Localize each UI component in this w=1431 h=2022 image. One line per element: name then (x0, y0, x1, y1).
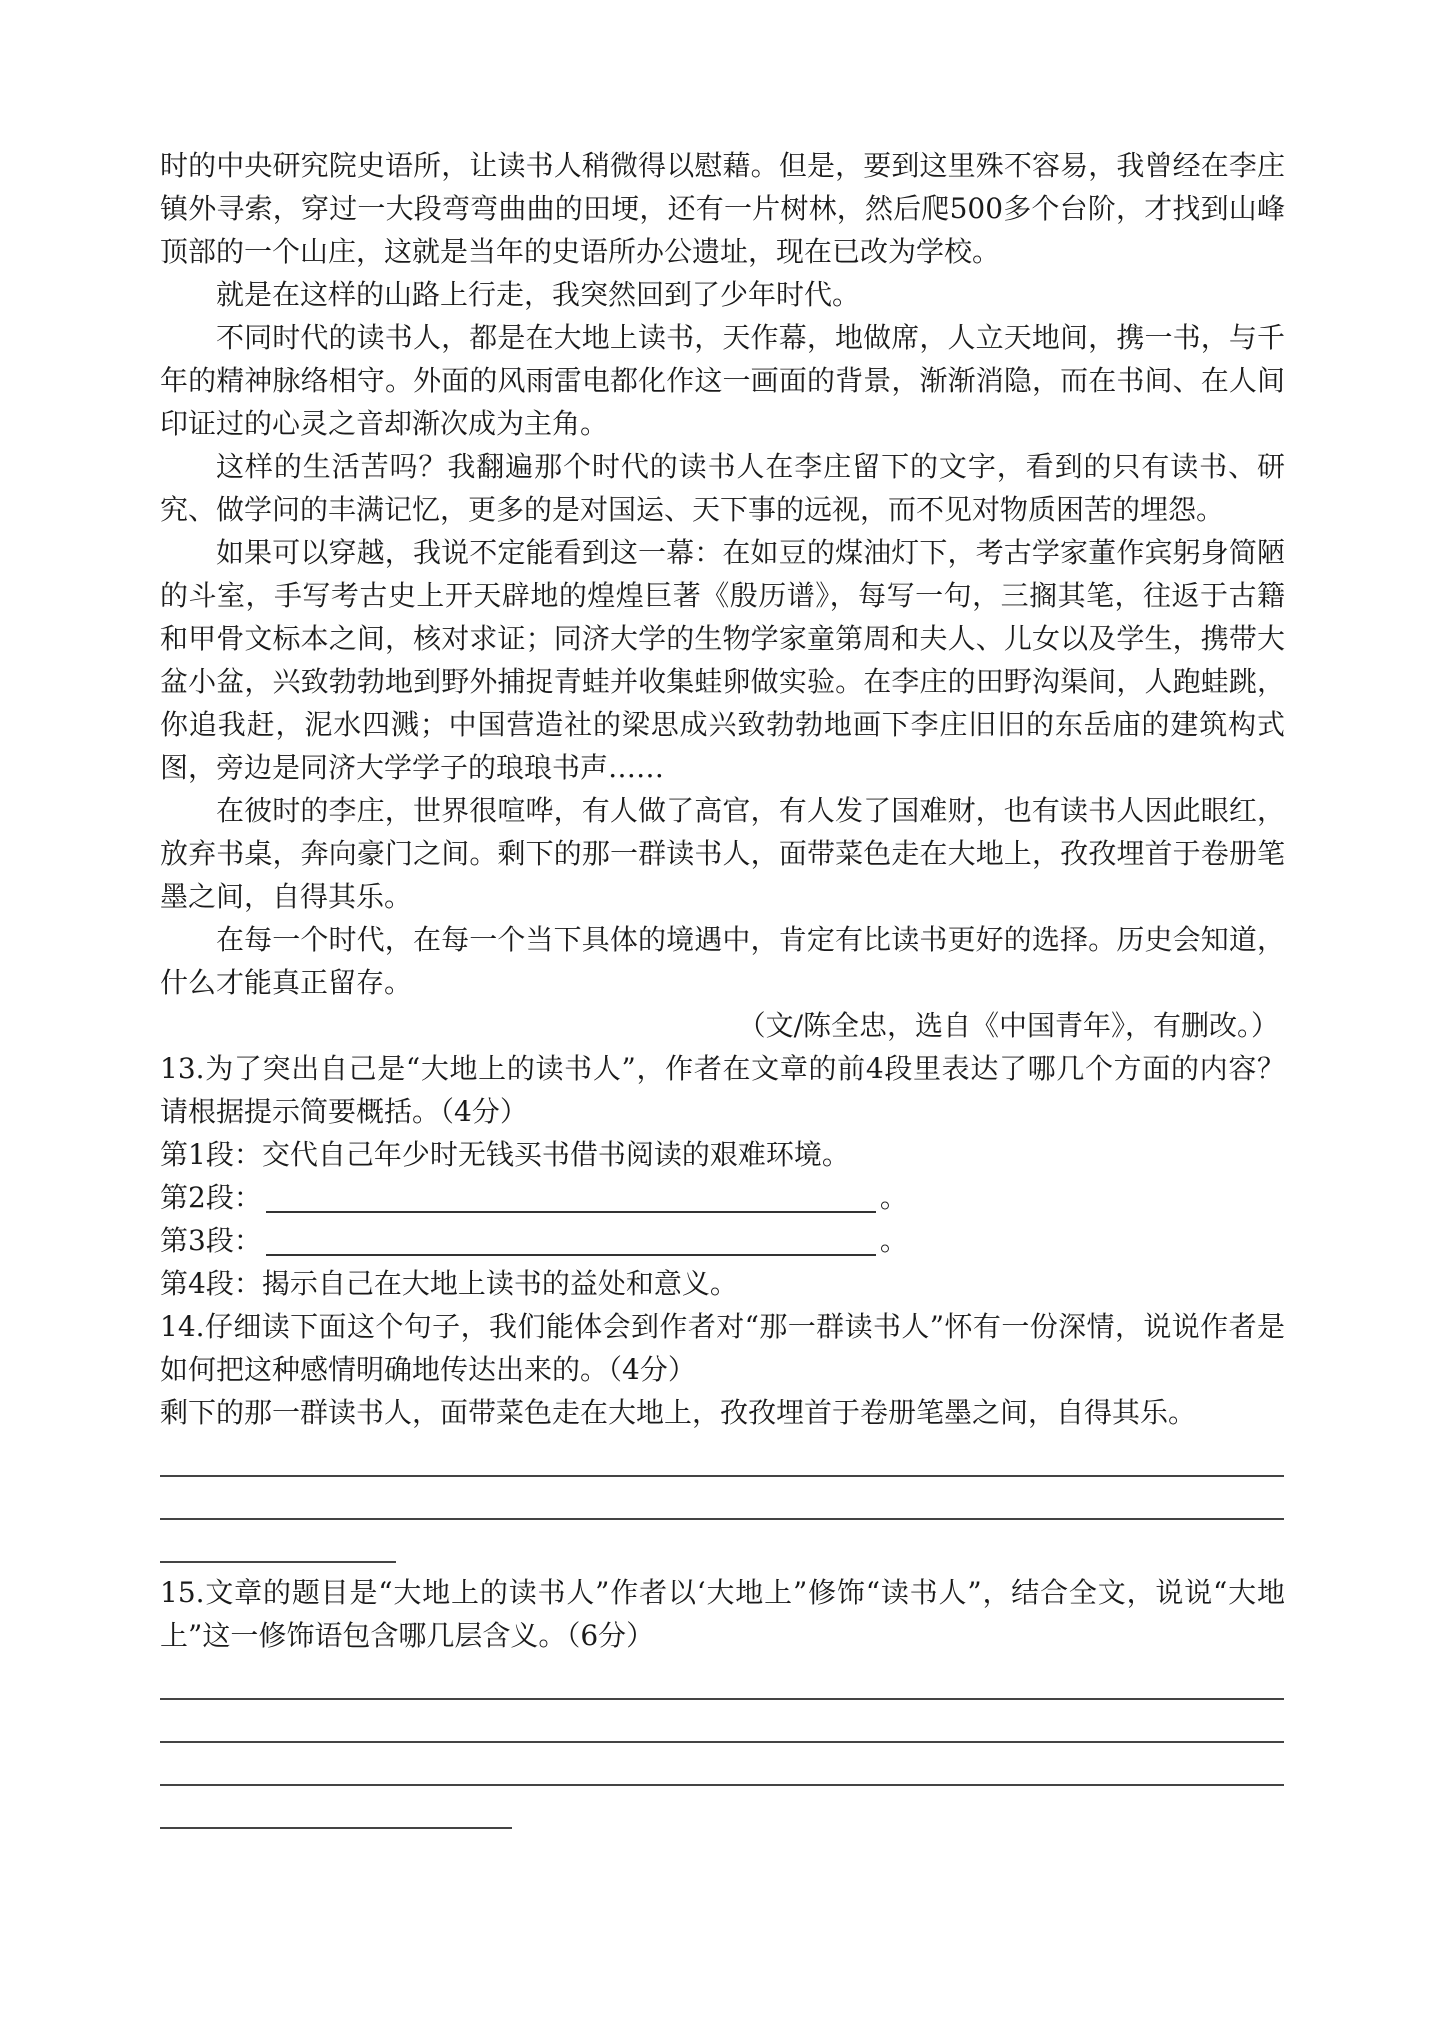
q15-answer-line-2[interactable] (160, 1700, 1284, 1743)
question-14: 14.仔细读下面这个句子，我们能体会到作者对“那一群读书人”怀有一份深情，说说作者是如何把这种感情明确地传达出来的。（4分） (160, 1310, 1285, 1386)
q14-answer-line-1[interactable] (160, 1434, 1284, 1477)
q13-paragraph-3-label: 第3段： (160, 1224, 262, 1257)
passage-paragraph: 时的中央研究院史语所，让读书人稍微得以慰藉。但是，要到这里殊不容易，我曾经在李庄镇外寻索，穿过一大段弯弯曲曲的田埂，还有一片树林，然后爬500多个台阶，才找到山峰顶部的一个山庄，这就是当年的史语所办公遗址，现在已改为学校。 (160, 149, 1285, 268)
question-15: 15.文章的题目是“大地上的读书人”作者以‘大地上”修饰“读书人”，结合全文，说说“大地上”这一修饰语包含哪几层含义。（6分） (160, 1576, 1285, 1652)
passage-source: （文/陈全忠，选自《中国青年》，有删改。） (737, 1009, 1279, 1042)
page-content (160, 144, 1285, 1829)
q13-paragraph-3-end: 。 (879, 1224, 908, 1257)
q15-answer-line-1[interactable] (160, 1657, 1284, 1700)
passage-paragraph: 如果可以穿越，我说不定能看到这一幕：在如豆的煤油灯下，考古学家董作宾躬身简陋的斗室，手写考古史上开天辟地的煌煌巨著《殷历谱》，每写一句，三搁其笔，往返于古籍和甲骨文标本之间，核对求证；同济大学的生物学家童第周和夫人、儿女以及学生，携带大盆小盆，兴致勃勃地到野外捕捉青蛙并收集蛙卵做实验。在李庄的田野沟渠间，人跑蛙跳，你追我赶，泥水四溅；中国营造社的梁思成兴致勃勃地画下李庄旧旧的东岳庙的建筑构式图，旁边是同济大学学子的琅琅书声…… (160, 536, 1285, 784)
passage-paragraph: 这样的生活苦吗？我翻遍那个时代的读书人在李庄留下的文字，看到的只有读书、研究、做学问的丰满记忆，更多的是对国运、天下事的远视，而不见对物质困苦的埋怨。 (160, 450, 1285, 526)
q15-answer-line-3[interactable] (160, 1743, 1284, 1786)
q13-paragraph-2 (160, 1176, 1285, 1219)
passage-paragraph: 不同时代的读书人，都是在大地上读书，天作幕，地做席，人立天地间，携一书，与千年的精神脉络相守。外面的风雨雷电都化作这一画面的背景，渐渐消隐，而在书间、在人间印证过的心灵之音却渐次成为主角。 (160, 321, 1285, 440)
q13-paragraph-3-blank[interactable] (266, 1224, 876, 1256)
passage-paragraph: 就是在这样的山路上行走，我突然回到了少年时代。 (216, 278, 861, 311)
q13-paragraph-2-label: 第2段： (160, 1181, 262, 1214)
q14-answer-line-3[interactable] (160, 1520, 396, 1563)
q13-paragraph-3 (160, 1219, 1285, 1262)
q14-answer-line-2[interactable] (160, 1477, 1284, 1520)
passage (160, 144, 1285, 1004)
q13-paragraph-4-hint: 第4段：揭示自己在大地上读书的益处和意义。 (160, 1267, 738, 1300)
passage-paragraph: 在彼时的李庄，世界很喧哗，有人做了高官，有人发了国难财，也有读书人因此眼红，放弃书桌，奔向豪门之间。剩下的那一群读书人，面带菜色走在大地上，孜孜埋首于卷册笔墨之间，自得其乐。 (160, 794, 1285, 913)
passage-paragraph: 在每一个时代，在每一个当下具体的境遇中，肯定有比读书更好的选择。历史会知道，什么才能真正留存。 (160, 923, 1285, 999)
q13-paragraph-2-blank[interactable] (266, 1181, 876, 1213)
q15-answer-line-4[interactable] (160, 1786, 512, 1829)
q13-paragraph-1-hint: 第1段：交代自己年少时无钱买书借书阅读的艰难环境。 (160, 1138, 850, 1171)
question-13: 13.为了突出自己是“大地上的读书人”，作者在文章的前4段里表达了哪几个方面的内容？请根据提示简要概括。（4分） (160, 1052, 1285, 1128)
q13-paragraph-2-end: 。 (879, 1181, 908, 1214)
q14-quoted-sentence: 剩下的那一群读书人，面带菜色走在大地上，孜孜埋首于卷册笔墨之间，自得其乐。 (160, 1396, 1197, 1429)
